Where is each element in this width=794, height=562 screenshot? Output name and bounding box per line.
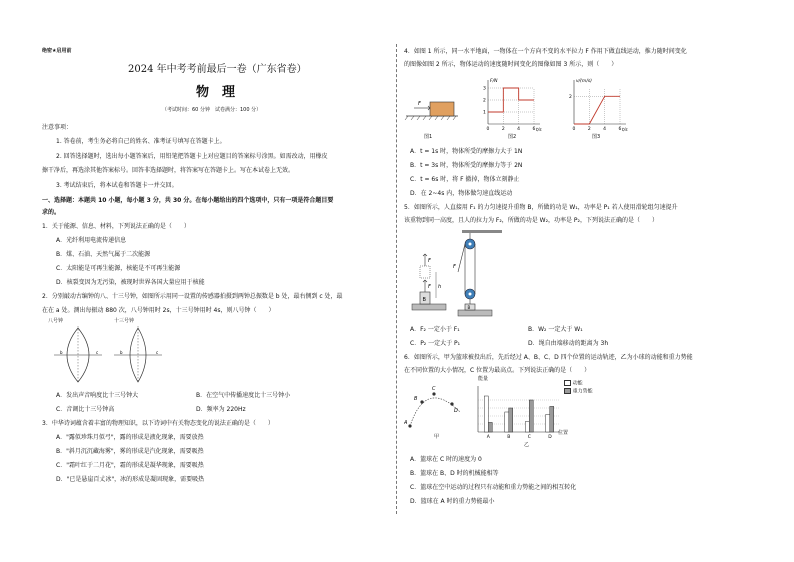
- trajectory-caption: 甲: [434, 434, 440, 440]
- q4-stem: 4．如图 1 所示，同一水平地面，一物体在一个方向不变的水平拉力 F 作用下做直线运动，推力随时间变化: [404, 48, 687, 55]
- energy-y-label: 能量: [478, 376, 489, 382]
- svg-text:D: D: [454, 408, 458, 414]
- energy-x-tick: C: [527, 435, 531, 440]
- q2-option-b: B．在空气中传播速度比十三号钟小: [196, 392, 291, 399]
- q2-option-c: C．音调比十三号钟高: [56, 406, 115, 413]
- fig1-caption: 图1: [424, 134, 433, 140]
- f-t-x-tick: 0: [486, 127, 490, 132]
- q2-stem: 2．分别敲动古编钟的八、十三号钟，如图所示用同一设置的传感器拍摄到两钟总振数是 b 处，最右侧到 c 处，最: [42, 293, 343, 300]
- q4-figure-1: [404, 86, 460, 146]
- svg-text:h: h: [438, 284, 442, 290]
- q5-option-a: A．F₂ 一定小于 F₁: [410, 326, 460, 333]
- trajectory-svg: [404, 382, 466, 432]
- energy-x-tick: A: [486, 435, 490, 440]
- v-t-x-tick: 4: [603, 127, 607, 132]
- legend-potential-swatch: [564, 388, 571, 394]
- svg-text:b: b: [60, 350, 63, 355]
- v-t-x-label: t/s: [622, 128, 628, 133]
- q6-energy-chart: [474, 376, 622, 452]
- svg-text:B: B: [414, 396, 418, 402]
- v-t-y-label: v/(m/s): [576, 79, 592, 84]
- notice-item-2: 2. 回答选择题时，选出每小题答案后，用铅笔把答题卡上对应题目的答案标号涂黑。如需改动，用橡皮: [56, 153, 328, 160]
- exam-title: 2024 年中考考前最后一卷（广东省卷）: [128, 64, 307, 75]
- q5-option-d: D．绳自由端移动的距离为 3h: [528, 340, 609, 347]
- notice-item-2-cont: 擦干净后，再选涂其他答案标号。回答非选择题时，将答案写在答题卡上。写在本试卷上无效。: [42, 167, 295, 174]
- q3-option-b: B．"斜月沉沉藏海雾"，雾的形成是汽化现象，需要吸热: [56, 448, 204, 455]
- notice-item-1: 1. 答卷前，考生务必将自己的姓名、准考证号填写在答题卡上。: [56, 138, 226, 145]
- q6-stem-cont: 在不同位置的大小情况，C 位置为最高点。下列说法正确的是（ ）: [404, 367, 591, 374]
- section1-heading-cont: 求的。: [42, 209, 61, 216]
- energy-x-label: 位置: [558, 430, 569, 436]
- notice-item-3: 3. 考试结束后，将本试卷和答题卡一并交回。: [56, 182, 178, 189]
- subject-title: 物 理: [196, 85, 236, 100]
- q2-option-d: D．频率为 220Hz: [196, 406, 246, 413]
- q1-option-b: B．煤、石油、天然气属于二次能源: [56, 251, 151, 258]
- energy-x-tick: D: [548, 435, 552, 440]
- q6-stem: 6．如图所示，甲为篮球被投出后，先后经过 A、B、C、D 四个位置的运动轨迹，乙为小球的动能和重力势能: [404, 354, 693, 361]
- q3-option-a: A．"露似珍珠月似弓"，露的形成是液化现象，需要放热: [56, 434, 204, 441]
- v-t-chart: [562, 70, 634, 134]
- f-t-x-tick: 4: [517, 127, 521, 132]
- energy-bar-A-potential: [488, 422, 492, 432]
- f-t-chart: [478, 70, 548, 134]
- q6-option-c: C．篮球在空中运动的过程只有动能和重力势能之间的相互转化: [410, 484, 577, 491]
- q4-option-d: D．在 2~4s 内，物体做匀速直线运动: [410, 190, 513, 197]
- q6-trajectory-figure: [404, 382, 466, 444]
- fig3-caption: 图3: [592, 134, 601, 140]
- energy-bar-D-kinetic: [546, 414, 550, 432]
- q6-option-a: A．篮球在 C 时的速度为 0: [410, 456, 482, 463]
- energy-bar-B-kinetic: [505, 412, 509, 432]
- legend-potential-label: 重力势能: [572, 388, 593, 395]
- fig2-caption: 图2: [508, 134, 517, 140]
- energy-bar-C-potential: [529, 400, 533, 432]
- q5-stem: 5．如图所示，人直接用 F₁ 的力匀速提升重物 B，所做的功是 W₁，功率是 P₁ 若人使用滑轮组匀速提升: [404, 204, 678, 211]
- bell-wave-svg: [48, 318, 188, 384]
- v-t-series-line: [574, 96, 620, 124]
- q3-stem: 3．中华诗词蕴含着丰富的物理知识，以下诗词中有关物态变化的说法正确的是（ ）: [42, 420, 274, 427]
- svg-text:B: B: [422, 297, 426, 303]
- svg-text:F: F: [428, 258, 431, 264]
- energy-bar-B-potential: [509, 408, 513, 432]
- f-t-y-tick: 3: [483, 86, 486, 92]
- f-t-y-tick: 2: [483, 98, 486, 104]
- q1-option-d: D．核裂变因为无污染，被现时世界各国大量应用于核能: [56, 279, 205, 286]
- q5-stem-cont: 该重物到同一高度，且人的拉力为 F₂，所做的功是 W₂，功率是 P₂，下列说法正确的是（ ）: [404, 217, 658, 224]
- f-t-x-tick: 6: [532, 127, 536, 132]
- q4-option-c: C．t = 6s 时，将 F 撤掉，物体立刻静止: [410, 176, 520, 183]
- q4-option-a: A．t = 1s 时，物体所受的摩擦力大于 1N: [410, 148, 523, 155]
- q4-figure-2: [478, 70, 548, 146]
- energy-chart-caption: 乙: [524, 442, 530, 448]
- energy-bar-svg: [474, 380, 564, 442]
- q2-stem-cont: 在在 a 处。测出每振动 880 次，八号钟用时 2s，十三号钟用时 4s，则八号钟（ ）: [42, 307, 275, 314]
- exam-info: （考试时间：60 分钟 试卷满分：100 分）: [162, 107, 262, 113]
- legend-kinetic: [564, 380, 583, 387]
- q4-stem-cont: 的图像如图 2 所示，物体运动的速度随时间变化的图像如图 3 所示，则（ ）: [404, 61, 618, 68]
- section1-heading: 一、选择题：本题共 10 小题，每小题 3 分，共 30 分。在每小题给出的四个选项中，只有一项是符合题目要: [42, 197, 334, 204]
- energy-bar-C-kinetic: [525, 422, 529, 432]
- q5-pulley-figure: [404, 228, 504, 320]
- svg-text:C: C: [432, 386, 436, 392]
- v-t-y-tick: 2: [569, 94, 572, 100]
- q6-option-d: D．篮球在 A 时的重力势能最小: [410, 498, 495, 505]
- f-t-y-tick: 1: [483, 110, 486, 116]
- v-t-x-tick: 2: [587, 127, 591, 132]
- svg-text:F: F: [428, 284, 431, 290]
- svg-text:c: c: [96, 350, 99, 355]
- q1-stem: 1．关于能源、信息、材料，下列说法正确的是（ ）: [42, 223, 190, 230]
- f-t-y-label: F/N: [490, 79, 498, 84]
- v-t-x-tick: 0: [572, 127, 576, 132]
- notice-heading: 注意事项：: [42, 124, 73, 131]
- f-t-x-label: t/s: [536, 128, 542, 133]
- q1-option-c: C．太阳能是可再生能源，核能是不可再生能源: [56, 265, 181, 272]
- svg-text:c: c: [156, 350, 159, 355]
- secret-mark: 绝密★启用前: [42, 48, 72, 54]
- q3-option-d: D．"已是悬崖百丈冰"，冰的形成是凝固现象，需要吸热: [56, 476, 205, 483]
- energy-bar-A-kinetic: [484, 396, 488, 432]
- legend-potential: [564, 388, 593, 395]
- svg-text:b: b: [120, 350, 123, 355]
- f-t-x-tick: 2: [501, 127, 505, 132]
- energy-bar-D-potential: [550, 406, 554, 432]
- svg-text:B: B: [467, 305, 471, 310]
- q2-option-a: A．发出声音响度比十三号钟大: [56, 392, 139, 399]
- bell-8-label: 八号钟: [48, 318, 64, 324]
- v-t-x-tick: 6: [618, 127, 622, 132]
- svg-text:F: F: [453, 264, 456, 270]
- energy-x-tick: B: [507, 435, 511, 440]
- q6-option-b: B．篮球在 B、D 时的机械能相等: [410, 470, 499, 477]
- svg-text:F: F: [418, 101, 421, 107]
- q1-option-a: A．光纤利用电流传递信息: [56, 237, 127, 244]
- bell-wave-figure: [48, 318, 188, 384]
- q5-option-c: C．P₂ 一定大于 P₁: [410, 340, 461, 347]
- q4-option-b: B．t = 3s 时，物体所受的摩擦力等于 2N: [410, 162, 523, 169]
- pulley-svg: [404, 228, 504, 320]
- column-divider: [396, 44, 397, 514]
- legend-kinetic-swatch: [564, 380, 571, 386]
- svg-text:A: A: [404, 420, 408, 426]
- bell-13-label: 十三号钟: [114, 318, 135, 324]
- q4-block-svg: [404, 86, 460, 130]
- legend-kinetic-label: 动能: [572, 380, 583, 387]
- q5-option-b: B．W₂ 一定大于 W₁: [528, 326, 583, 333]
- q3-option-c: C．"霜叶红于二月花"，霜的形成是凝华现象，需要吸热: [56, 462, 204, 469]
- q4-figure-3: [562, 70, 634, 146]
